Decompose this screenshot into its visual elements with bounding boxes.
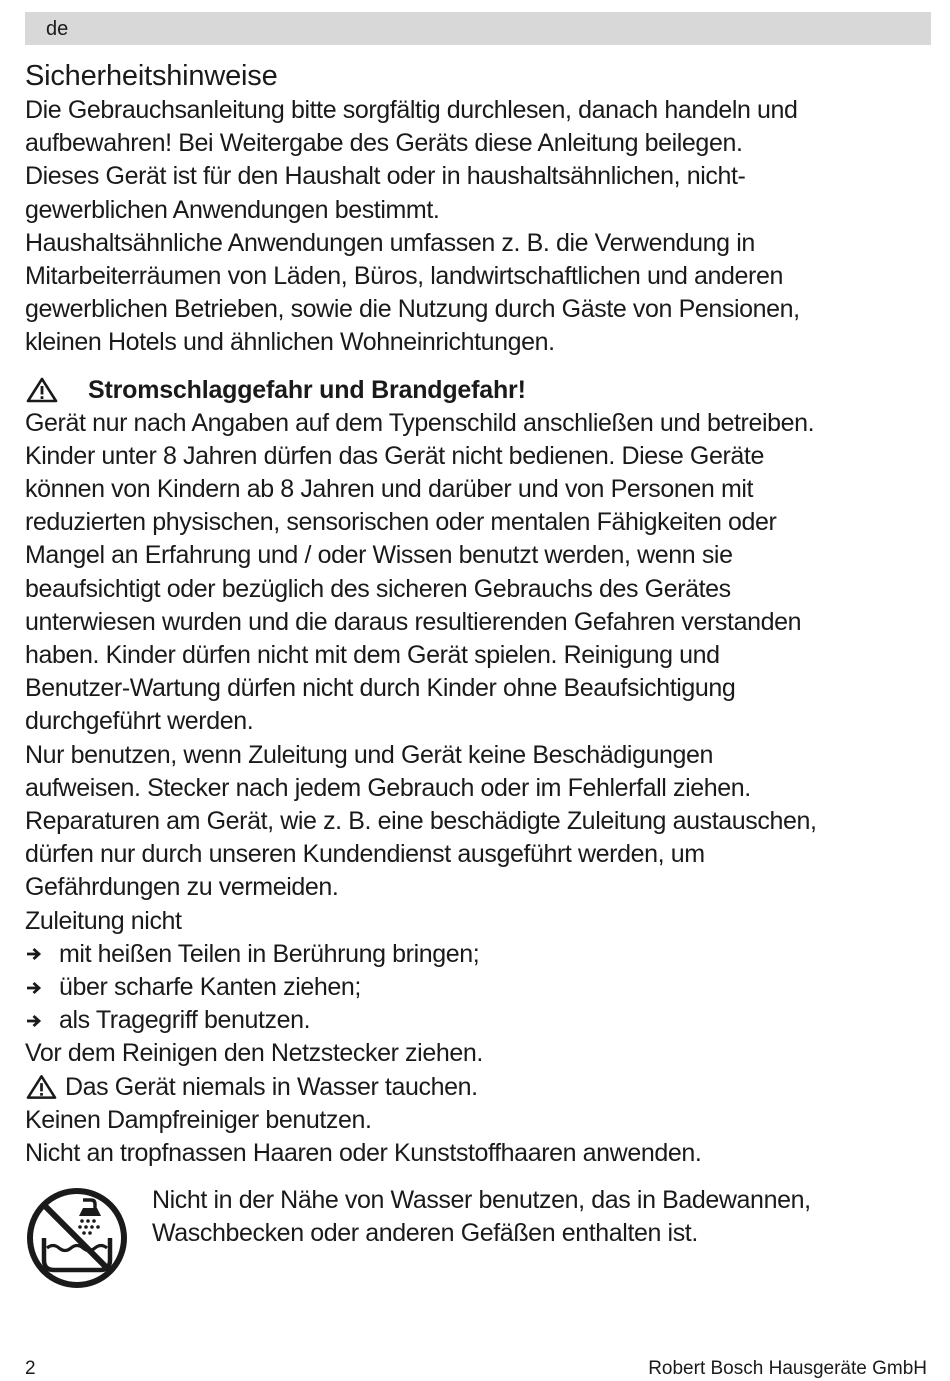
warning-heading-text: Stromschlaggefahr und Brandgefahr! (88, 375, 526, 404)
intro-line: Mitarbeiterräumen von Läden, Büros, landwirtschaftlichen und anderen (25, 262, 783, 291)
arrow-right-icon (25, 946, 43, 962)
intro-line: Dieses Gerät ist für den Haushalt oder in haushaltsähnlichen, nicht- (25, 162, 746, 191)
closing-line: Nicht an tropfnassen Haaren oder Kunststoffhaaren anwenden. (25, 1139, 702, 1168)
bath-notice (25, 1184, 937, 1294)
warning-line: aufweisen. Stecker nach jedem Gebrauch oder im Fehlerfall ziehen. (25, 773, 751, 802)
unplug-note: Vor dem Reinigen den Netzstecker ziehen. (25, 1039, 483, 1068)
safety-section (25, 58, 937, 1170)
water-warning (25, 1071, 937, 1104)
warning-line: Benutzer-Wartung dürfen nicht durch Kinder ohne Beaufsichtigung (25, 674, 736, 703)
warning-line: Mangel an Erfahrung und / oder Wissen benutzt werden, wenn sie (25, 541, 733, 570)
intro-line: Haushaltsähnliche Anwendungen umfassen z. B. die Verwendung in (25, 228, 755, 257)
closing-line: Keinen Dampfreiniger benutzen. (25, 1105, 372, 1134)
warning-line: Gerät nur nach Angaben auf dem Typenschild anschließen und betreiben. (25, 408, 815, 437)
warning-line: unterwiesen wurden und die daraus resultierenden Gefahren verstanden (25, 607, 802, 636)
language-bar (25, 12, 931, 45)
intro-line: Die Gebrauchsanleitung bitte sorgfältig durchlesen, danach handeln und (25, 96, 798, 124)
language-code: de (46, 18, 69, 40)
section-title: Sicherheitshinweise (25, 60, 278, 92)
list-item-text: über scharfe Kanten ziehen; (59, 973, 361, 1002)
warning-heading (25, 374, 937, 407)
warning-triangle-icon (26, 377, 58, 403)
warning-line: durchgeführt werden. (25, 707, 254, 736)
warning-line: reduzierten physischen, sensorischen oder mentalen Fähigkeiten oder (25, 508, 777, 537)
warning-line: haben. Kinder dürfen nicht mit dem Gerät spielen. Reinigung und (25, 641, 720, 670)
no-water-bath-icon (25, 1186, 129, 1290)
intro-line: gewerblichen Betrieben, sowie die Nutzung durch Gäste von Pensionen, (25, 295, 800, 324)
warning-text (25, 407, 937, 938)
warning-line: dürfen nur durch unseren Kundendienst ausgeführt werden, um (25, 840, 705, 869)
warning-triangle-icon (26, 1074, 57, 1100)
water-warning-text: Das Gerät niemals in Wasser tauchen. (65, 1072, 478, 1101)
warning-line: beaufsichtigt oder bezüglich des sicheren Gebrauchs des Gerätes (25, 574, 731, 603)
list-item (25, 1004, 937, 1037)
company-name: Robert Bosch Hausgeräte GmbH (648, 1358, 927, 1379)
warning-line: Zuleitung nicht (25, 906, 182, 935)
list-item-text: als Tragegriff benutzen. (59, 1006, 311, 1035)
warning-line: Kinder unter 8 Jahren dürfen das Gerät nicht bedienen. Diese Geräte (25, 441, 764, 470)
intro-line: aufbewahren! Bei Weitergabe des Geräts diese Anleitung beilegen. (25, 129, 743, 158)
list-item (25, 971, 937, 1004)
bullet-list (25, 938, 937, 1038)
warning-line: Nur benutzen, wenn Zuleitung und Gerät keine Beschädigungen (25, 740, 713, 769)
intro-line: gewerblichen Anwendungen bestimmt. (25, 195, 440, 224)
bath-notice-text: Nicht in der Nähe von Wasser benutzen, das in Badewannen, Waschbecken oder anderen Gefäßen enthalten ist. (152, 1186, 811, 1247)
arrow-right-icon (25, 980, 43, 996)
intro-line: kleinen Hotels und ähnlichen Wohneinrichtungen. (25, 328, 555, 357)
list-item (25, 938, 937, 971)
warning-line: können von Kindern ab 8 Jahren und darüber und von Personen mit (25, 475, 754, 504)
intro-text (25, 94, 937, 360)
arrow-right-icon (25, 1013, 43, 1029)
warning-line: Gefährdungen zu vermeiden. (25, 873, 339, 902)
page-number: 2 (25, 1358, 36, 1379)
warning-line: Reparaturen am Gerät, wie z. B. eine beschädigte Zuleitung austauschen, (25, 807, 817, 836)
list-item-text: mit heißen Teilen in Berührung bringen; (59, 939, 480, 968)
